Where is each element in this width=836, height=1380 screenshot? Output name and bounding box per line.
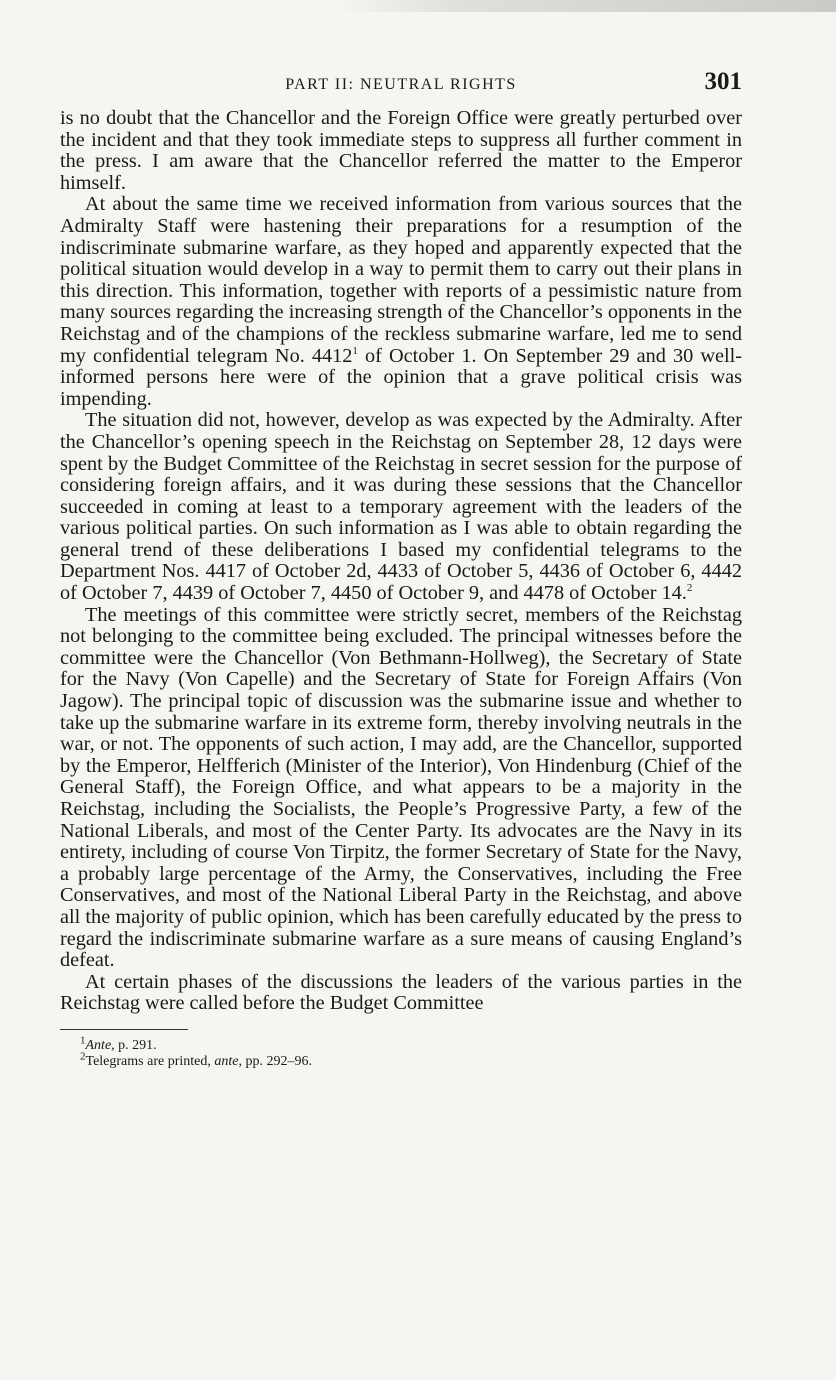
footnote-mark: 1	[80, 1034, 86, 1047]
paragraph-text-cont: of October 1. On September 29 and 30 well-informed persons here were of the opinion that a grave political crisis was impending.	[60, 344, 742, 410]
footnotes	[60, 1034, 742, 1070]
footnote-mark: 2	[80, 1050, 86, 1063]
paragraph	[60, 605, 742, 972]
paragraph	[60, 194, 742, 410]
paragraph	[60, 410, 742, 604]
paragraph-text: The meetings of this committee were strictly secret, members of the Reichstag not belonging to the committee being excluded. The principal witnesses before the committee were the Chancellor (Von Bethmann-Hollweg), the Secretary of State for the Navy (Von Capelle) and the Secretary of State for Foreign Affairs (Von Jagow). The principal topic of discussion was the submarine issue and whether to take up the submarine warfare in its extreme form, thereby involving neutrals in the war, or not. The opponents of such action, I may add, are the Chancellor, supported by the Emperor, Helfferich (Minister of the Interior), Von Hindenburg (Chief of the General Staff), the Foreign Office, and what appears to be a majority in the Reichstag, including the Socialists, the People’s Progressive Party, a few of the National Liberals, and most of the Center Party. Its advocates are the Navy in its entirety, including of course Von Tirpitz, the former Secretary of State for the Navy, a probably large percentage of the Army, the Conservatives, including the Free Conservatives, and most of the National Liberal Party in the Reichstag, and above all the majority of public opinion, which has been carefully educated by the press to regard the indiscriminate submarine warfare as a sure means of causing England’s defeat.	[60, 603, 742, 972]
footnote-italic: Ante	[85, 1037, 112, 1053]
footnote-text: , pp. 292–96.	[238, 1053, 312, 1069]
footnote-text: , p. 291.	[111, 1037, 157, 1053]
footnote-ref[interactable]: 2	[686, 582, 693, 595]
footnote	[80, 1034, 742, 1054]
footnote	[80, 1050, 742, 1070]
paragraph-text: At about the same time we received information from various sources that the Admiralty Staff were hastening their preparations for a resumption of the indiscriminate submarine warfare, as they hoped and apparently expected that the political situation would develop in a way to permit them to carry out their plans in this direction. This information, together with reports of a pessimistic nature from many sources regarding the increasing strength of the Chancellor’s opponents in the Reichstag and of the champions of the reckless submarine warfare, led me to send my confidential telegram No. 4412	[60, 193, 742, 367]
paragraph-text: is no doubt that the Chancellor and the Foreign Office were greatly perturbed over the incident and that they took immediate steps to suppress all further comment in the press. I am aware that the Chancellor referred the matter to the Emperor himself.	[60, 107, 742, 194]
footnote-rule	[60, 1029, 188, 1030]
running-title: PART II: NEUTRAL RIGHTS	[285, 76, 517, 93]
paragraph-continued	[60, 108, 742, 194]
paragraph-text: At certain phases of the discussions the leaders of the various parties in the Reichstag were called before the Budget Committee	[60, 970, 742, 1015]
footnote-ref[interactable]: 1	[352, 344, 358, 357]
scan-edge-noise	[0, 0, 836, 12]
paragraph	[60, 972, 742, 1015]
running-head	[60, 68, 742, 108]
footnote-text: Telegrams are printed,	[85, 1053, 215, 1069]
footnote-italic: ante	[214, 1053, 239, 1069]
paragraph-text: The situation did not, however, develop as was expected by the Admiralty. After the Chancellor’s opening speech in the Reichstag on September 28, 12 days were spent by the Budget Committee of the Reichstag in secret session for the purpose of considering foreign affairs, and it was during these sessions that the Chancellor succeeded in coming at least to a temporary agreement with the leaders of the various political parties. On such information as I was able to obtain regarding the general trend of these deliberations I based my confidential telegrams to the Department Nos. 4417 of October 2d, 4433 of October 5, 4436 of October 6, 4442 of October 7, 4439 of October 7, 4450 of October 9, and 4478 of October 14.	[60, 409, 742, 605]
page-number: 301	[704, 68, 742, 95]
body-text	[60, 108, 742, 1015]
document-page	[60, 68, 742, 1070]
